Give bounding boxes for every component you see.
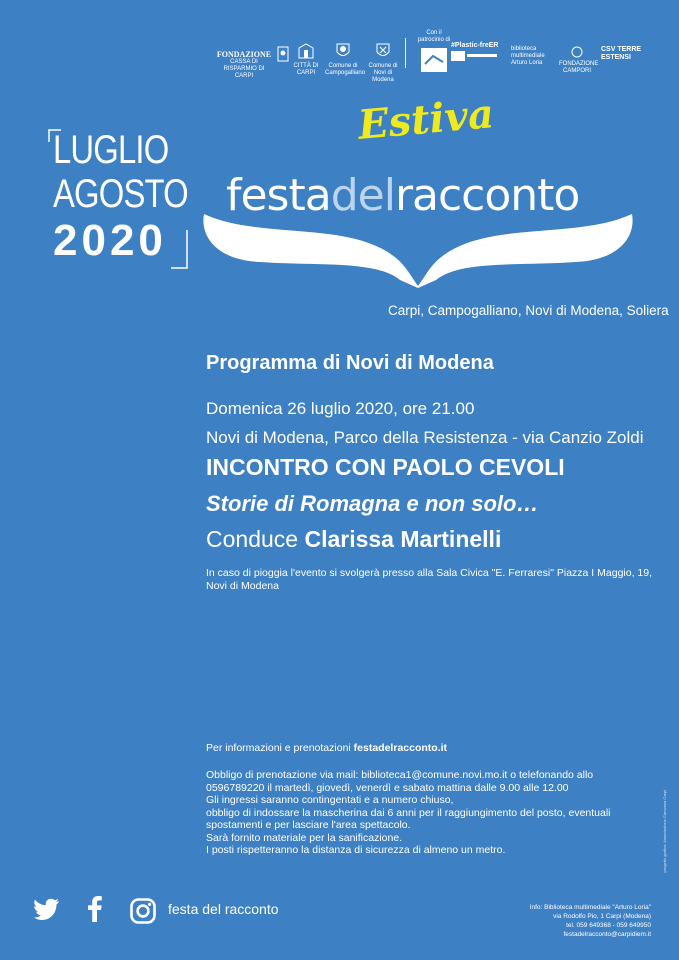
crest-icon [277,44,289,66]
design-credit: progetto grafico: Associazione Carovana Carpi [662,790,667,873]
date-block [43,128,193,270]
social-handle: festa del racconto [168,901,279,917]
campogalliano-logo: Comune di Campogalliano [325,42,361,77]
footer-line: via Rodolfo Pio, 1 Carpi (Modena) [553,913,651,920]
info-site-link[interactable]: festadelracconto.it [353,742,448,754]
places: Carpi, Campogalliano, Novi di Modena, Soliera [388,303,669,318]
event-datetime: Domenica 26 luglio 2020, ore 21.00 [206,399,475,418]
facebook-icon[interactable] [88,896,102,927]
host-name: Clarissa Martinelli [304,526,502,552]
title-del: del [330,170,395,221]
footer-line: Info: Biblioteca multimediale "Arturo Loria" [529,904,651,911]
booking-rules [206,769,626,857]
event-subtitle: Storie di Romagna e non solo… [206,491,539,516]
host-prefix: Conduce [206,526,305,552]
info-prefix: Per informazioni e prenotazioni [206,742,354,754]
rule-line: I posti rispetteranno la distanza di sicurezza di almeno un metro. [206,844,506,856]
rule-line: spostamenti e per lasciare l'area spettacolo. [206,819,411,831]
estiva-title: Estiva [356,90,496,149]
twitter-icon[interactable] [34,898,60,925]
patrocinio-logo: Con il patrocinio di [413,30,455,77]
event-headline: INCONTRO CON PAOLO CEVOLI [206,454,565,480]
rule-line: Gli ingressi saranno contingentati e a numero chiuso, [206,794,454,806]
event-location: Novi di Modena, Parco della Resistenza - via Canzio Zoldi [206,428,644,447]
csv-logo: CSV TERRE ESTENSI [601,46,642,61]
rule-line: 0596789220 il martedì, giovedì, venerdì e sabato mattina dalle 9.00 alle 12.00 [206,781,569,794]
rule-line: obbligo di indossare la mascherina dai 6 anni per il raggiungimento del posto, eventuali [206,806,611,819]
footer-line: tel. 059 649368 - 059 649950 [566,922,651,929]
biblioteca-logo: biblioteca multimediale Arturo Loria [511,46,545,66]
fondazione-campori-logo: FONDAZIONE CAMPORI [559,46,595,75]
rule-line: Obbligo di prenotazione via mail: biblioteca1@comune.novi.mo.it o telefonando allo [206,769,594,781]
rain-note: In caso di pioggia l'evento si svolgerà presso alla Sala Civica "E. Ferraresi" Piazza I Maggio, 19, Novi di Modena [206,567,653,592]
carpi-logo: CITTÀ DI CARPI [293,42,319,77]
title-racconto: racconto [394,170,580,221]
program-heading: Programma di Novi di Modena [206,352,494,374]
footer-contacts [431,903,651,939]
sponsor-strip [215,30,655,83]
festival-title [226,170,579,221]
date-month-2: AGOSTO [53,172,188,216]
fondazione-logo: FONDAZIONE CASSA DI RISPARMIO DI CARPI [216,50,272,79]
instagram-icon[interactable] [130,898,156,929]
plastic-free-logo: #Plastic-freER [451,42,503,66]
rule-line: Sarà fornito materiale per la sanificazione. [206,831,403,844]
event-host [206,526,501,553]
info-line [206,742,447,754]
footer-email[interactable]: festadelracconto@carpidiem.it [563,931,651,938]
novi-logo: Comune di Novi di Modena [365,42,401,84]
title-festa: festa [226,170,331,221]
date-month-1: LUGLIO [53,128,169,172]
date-year: 2020 [53,216,167,265]
